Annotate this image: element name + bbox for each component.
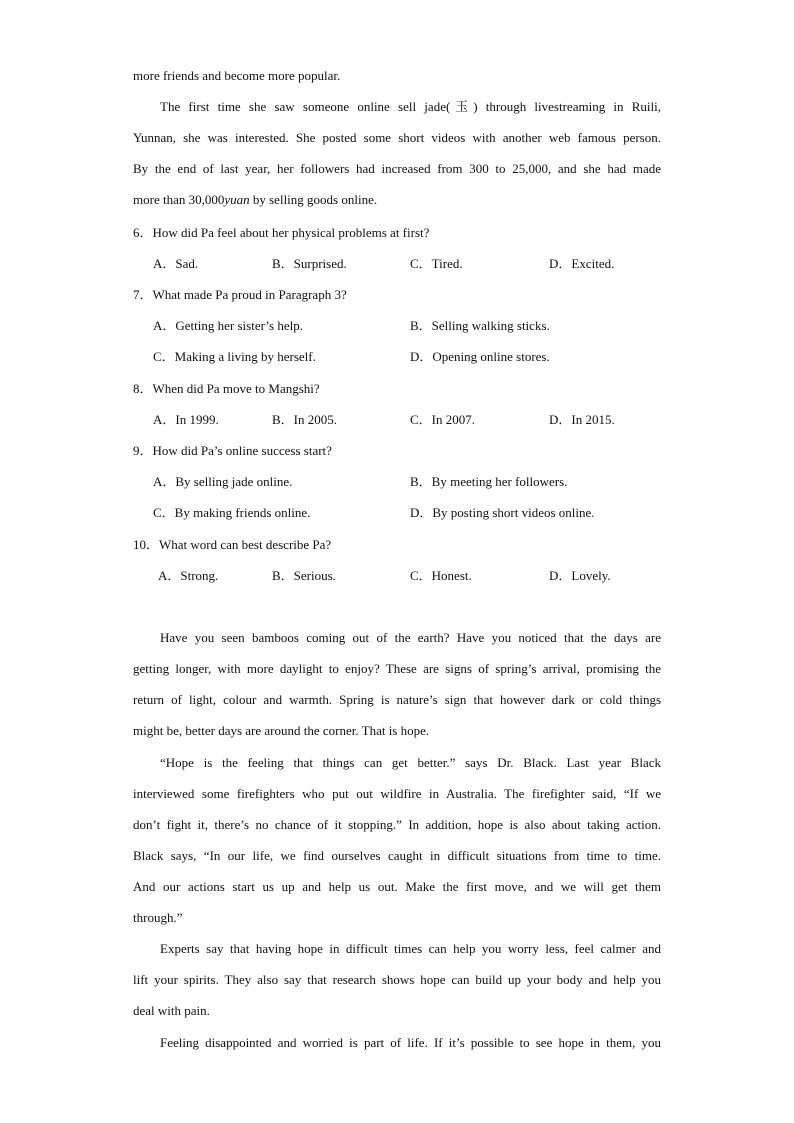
passage1-para-line-2: Yunnan, she was interested. She posted some short videos with another web famous person. <box>133 130 661 145</box>
passage2-line-13: deal with pain. <box>133 1003 210 1018</box>
question-10-option-c: C．Honest. <box>410 568 472 583</box>
question-9-option-d: D．By posting short videos online. <box>410 505 595 520</box>
question-10-option-b: B．Serious. <box>272 568 336 583</box>
passage1-para-line-3: By the end of last year, her followers had increased from 300 to 25,000, and she had made <box>133 161 661 176</box>
passage2-line-3: return of light, colour and warmth. Spring is nature’s sign that however dark or cold things <box>133 692 661 707</box>
passage2-line-4: might be, better days are around the corner. That is hope. <box>133 723 430 738</box>
passage2-line-5: “Hope is the feeling that things can get better.” says Dr. Black. Last year Black <box>160 755 661 770</box>
question-6-option-d: D．Excited. <box>549 256 615 271</box>
question-7-stem: 7．What made Pa proud in Paragraph 3? <box>133 287 347 302</box>
question-6-stem: 6．How did Pa feel about her physical problems at first? <box>133 225 430 240</box>
question-7-option-d: D．Opening online stores. <box>410 349 550 364</box>
passage2-line-10: through.” <box>133 910 183 925</box>
question-10-option-d: D．Lovely. <box>549 568 611 583</box>
passage2-line-6: interviewed some firefighters who put out wildfire in Australia. The firefighter said, “If we <box>133 786 661 801</box>
question-7-option-c: C．Making a living by herself. <box>153 349 316 364</box>
passage2-line-1: Have you seen bamboos coming out of the earth? Have you noticed that the days are <box>160 630 661 645</box>
question-10-option-a: A．Strong. <box>158 568 219 583</box>
question-6-option-a: A．Sad. <box>153 256 199 271</box>
passage2-line-8: Black says, “In our life, we find ourselves caught in difficult situations from time to time. <box>133 848 661 863</box>
question-9-option-a: A．By selling jade online. <box>153 474 293 489</box>
passage1-line-top: more friends and become more popular. <box>133 68 341 83</box>
passage2-line-12: lift your spirits. They also say that research shows hope can build up your body and help you <box>133 972 661 987</box>
question-9-option-c: C．By making friends online. <box>153 505 311 520</box>
question-9-stem: 9．How did Pa’s online success start? <box>133 443 332 458</box>
question-8-option-d: D．In 2015. <box>549 412 615 427</box>
passage2-line-14: Feeling disappointed and worried is part of life. If it’s possible to see hope in them, you <box>160 1035 661 1050</box>
question-10-stem: 10．What word can best describe Pa? <box>133 537 332 552</box>
passage2-line-7: don’t fight it, there’s no chance of it stopping.” In addition, hope is also about taking action. <box>133 817 661 832</box>
passage1-last-post: by selling goods online. <box>249 192 378 207</box>
question-8-option-a: A．In 1999. <box>153 412 219 427</box>
question-8-option-c: C．In 2007. <box>410 412 476 427</box>
question-8-option-b: B．In 2005. <box>272 412 338 427</box>
passage1-para-line-4 <box>133 192 661 208</box>
question-8-stem: 8．When did Pa move to Mangshi? <box>133 381 320 396</box>
passage2-line-9: And our actions start us up and help us out. Make the first move, and we will get them <box>133 879 661 894</box>
passage1-para-line-1: The first time she saw someone online sell jade(玉) through livestreaming in Ruili, <box>160 99 661 114</box>
question-6-option-c: C．Tired. <box>410 256 463 271</box>
passage1-last-italic: yuan <box>224 192 250 207</box>
passage2-line-2: getting longer, with more daylight to enjoy? These are signs of spring’s arrival, promising the <box>133 661 661 676</box>
question-6-option-b: B．Surprised. <box>272 256 347 271</box>
question-7-option-a: A．Getting her sister’s help. <box>153 318 303 333</box>
passage1-last-pre: more than 30,000 <box>133 192 225 207</box>
question-9-option-b: B．By meeting her followers. <box>410 474 568 489</box>
question-7-option-b: B．Selling walking sticks. <box>410 318 550 333</box>
passage2-line-11: Experts say that having hope in difficult times can help you worry less, feel calmer and <box>160 941 661 956</box>
